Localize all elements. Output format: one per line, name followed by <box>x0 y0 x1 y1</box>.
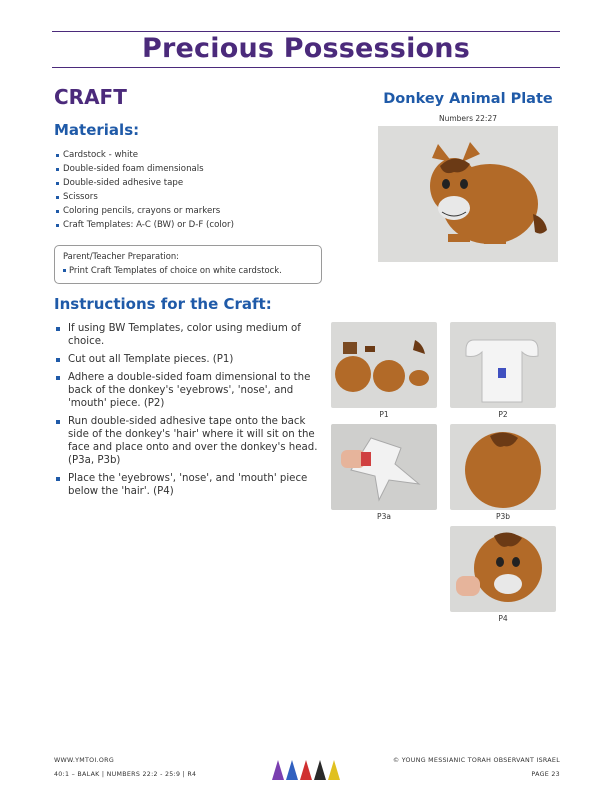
footer-copyright: © YOUNG MESSIANIC TORAH OBSERVANT ISRAEL <box>392 757 560 764</box>
craft-title: Donkey Animal Plate <box>383 91 553 107</box>
photo-caption-p3a: P3a <box>377 512 391 521</box>
photo-caption-p1: P1 <box>379 410 389 419</box>
ymtoi-logo-icon <box>268 752 348 782</box>
step-photo-p2 <box>450 322 556 408</box>
step-photo-p4 <box>450 526 556 612</box>
instruction-step: Adhere a double-sided foam dimensional to the back of the donkey's 'eyebrows', 'nose', and 'mouth' piece. (P2) <box>56 371 324 410</box>
photo-caption-p4: P4 <box>498 614 508 623</box>
step-photo-p3b <box>450 424 556 510</box>
scripture-reference: Numbers 22:27 <box>438 114 498 123</box>
list-item: Scissors <box>56 190 234 204</box>
header-rule-bottom <box>52 67 560 68</box>
photo-caption-p2: P2 <box>498 410 508 419</box>
footer-page-number: PAGE 23 <box>531 771 560 778</box>
preparation-box <box>54 245 322 284</box>
list-item: Double-sided adhesive tape <box>56 176 234 190</box>
step-photo-p1 <box>331 322 437 408</box>
list-item: Double-sided foam dimensionals <box>56 162 234 176</box>
header-rule-top <box>52 31 560 32</box>
preparation-title: Parent/Teacher Preparation: <box>63 251 179 261</box>
donkey-plate-photo <box>378 126 558 262</box>
footer-reference: 40:1 – BALAK | NUMBERS 22:2 - 25:9 | R4 <box>54 771 197 778</box>
step-photo-p3a <box>331 424 437 510</box>
instruction-step: Place the 'eyebrows', 'nose', and 'mouth' piece below the 'hair'. (P4) <box>56 472 324 498</box>
instructions-list <box>56 322 324 503</box>
materials-heading: Materials: <box>54 121 140 139</box>
instruction-step: Run double-sided adhesive tape onto the back side of the donkey's 'hair' where it will sit on the face and place onto and over the donkey's head. (P3a, P3b) <box>56 415 324 467</box>
instruction-step: If using BW Templates, color using medium of choice. <box>56 322 324 348</box>
instruction-step: Cut out all Template pieces. (P1) <box>56 353 324 366</box>
list-item: Craft Templates: A-C (BW) or D-F (color) <box>56 218 234 232</box>
page-title: Precious Possessions <box>142 33 470 64</box>
craft-heading: CRAFT <box>54 85 127 109</box>
list-item: Print Craft Templates of choice on white cardstock. <box>63 264 313 277</box>
list-item: Coloring pencils, crayons or markers <box>56 204 234 218</box>
materials-list <box>56 148 234 232</box>
list-item: Cardstock - white <box>56 148 234 162</box>
instructions-heading: Instructions for the Craft: <box>54 295 272 313</box>
photo-caption-p3b: P3b <box>495 512 511 521</box>
footer-website: WWW.YMTOI.ORG <box>54 757 115 764</box>
